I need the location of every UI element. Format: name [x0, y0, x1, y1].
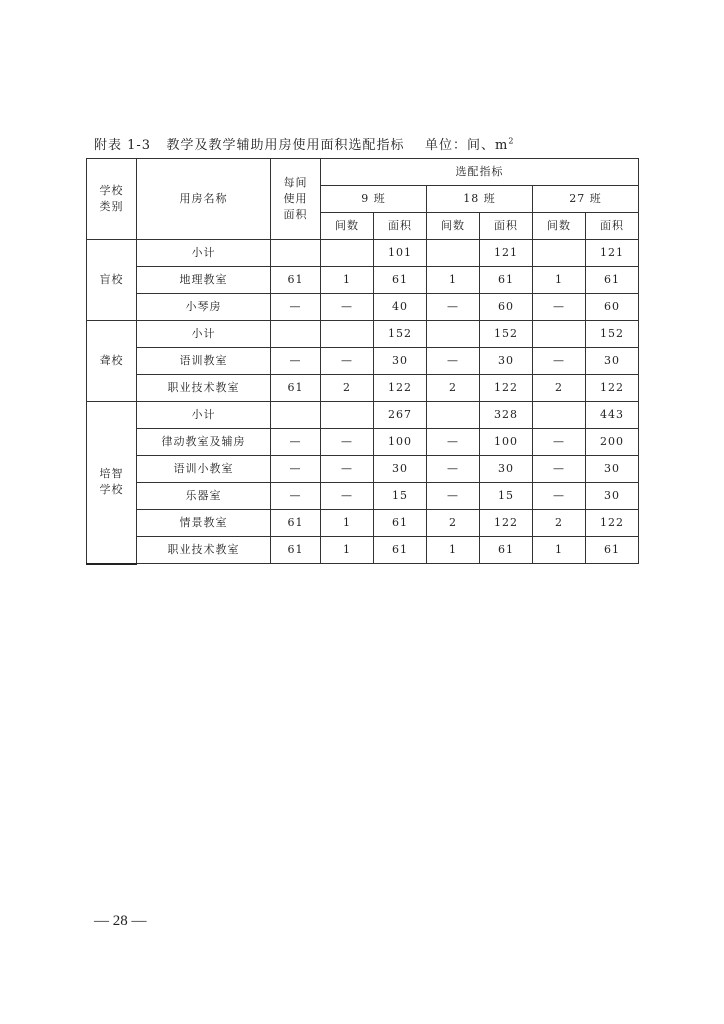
value-cell-a18: 328 [480, 402, 533, 429]
room-name-cell: 小计 [137, 240, 271, 267]
value-cell-c18: 2 [427, 510, 480, 537]
header-count-18: 间数 [427, 213, 480, 240]
table-row [87, 429, 639, 456]
value-cell-c18: 2 [427, 375, 480, 402]
value-cell-per: 61 [271, 537, 321, 564]
table-unit: 单位：间、m [425, 138, 509, 153]
table-title: 教学及教学辅助用房使用面积选配指标 [166, 138, 405, 153]
value-cell-a18: 30 [480, 456, 533, 483]
value-cell-a9: 61 [374, 267, 427, 294]
value-cell-per: — [271, 294, 321, 321]
value-cell-per: — [271, 483, 321, 510]
value-cell-a27: 30 [586, 483, 639, 510]
page-number: — 28 — [94, 913, 147, 929]
table-row [87, 402, 639, 429]
table-row [87, 375, 639, 402]
value-cell-a9: 122 [374, 375, 427, 402]
value-cell-c18: — [427, 429, 480, 456]
value-cell-c27: 2 [533, 510, 586, 537]
header-room-name: 用房名称 [137, 159, 271, 240]
room-name-cell: 职业技术教室 [137, 537, 271, 564]
unit-superscript: 2 [508, 136, 515, 146]
header-class-18: 18 班 [427, 186, 533, 213]
header-selection: 选配指标 [321, 159, 639, 186]
value-cell-a9: 100 [374, 429, 427, 456]
value-cell-per: 61 [271, 267, 321, 294]
value-cell-a27: 30 [586, 348, 639, 375]
school-type-label: 聋校 [99, 354, 124, 367]
room-name-cell: 地理教室 [137, 267, 271, 294]
table-row [87, 267, 639, 294]
value-cell-a27: 122 [586, 375, 639, 402]
value-cell-a9: 30 [374, 348, 427, 375]
value-cell-a9: 61 [374, 537, 427, 564]
value-cell-c18: 1 [427, 537, 480, 564]
value-cell-per: — [271, 348, 321, 375]
value-cell-a9: 15 [374, 483, 427, 510]
table-caption [94, 134, 514, 153]
header-class-9: 9 班 [321, 186, 427, 213]
value-cell-c27: — [533, 456, 586, 483]
value-cell-a18: 121 [480, 240, 533, 267]
value-cell-a9: 101 [374, 240, 427, 267]
table-row [87, 510, 639, 537]
table-row [87, 321, 639, 348]
value-cell-a18: 60 [480, 294, 533, 321]
value-cell-a18: 61 [480, 267, 533, 294]
value-cell-c18 [427, 402, 480, 429]
room-name-cell: 乐器室 [137, 483, 271, 510]
value-cell-c9: — [321, 483, 374, 510]
header-row-1 [87, 159, 639, 186]
room-name-cell: 职业技术教室 [137, 375, 271, 402]
room-name-cell: 小琴房 [137, 294, 271, 321]
value-cell-a18: 122 [480, 375, 533, 402]
value-cell-per [271, 402, 321, 429]
value-cell-a18: 30 [480, 348, 533, 375]
value-cell-c27 [533, 321, 586, 348]
value-cell-c27: 1 [533, 267, 586, 294]
value-cell-a18: 100 [480, 429, 533, 456]
school-type-label: 盲校 [99, 273, 124, 286]
value-cell-c9: 1 [321, 510, 374, 537]
value-cell-per: — [271, 429, 321, 456]
value-cell-per: 61 [271, 375, 321, 402]
room-name-cell: 小计 [137, 321, 271, 348]
value-cell-c18: — [427, 483, 480, 510]
header-count-9: 间数 [321, 213, 374, 240]
header-school-type [87, 159, 137, 240]
value-cell-c27: — [533, 429, 586, 456]
table-row [87, 537, 639, 564]
value-cell-a27: 122 [586, 510, 639, 537]
value-cell-a9: 152 [374, 321, 427, 348]
value-cell-a27: 121 [586, 240, 639, 267]
header-area-18: 面积 [480, 213, 533, 240]
value-cell-a27: 60 [586, 294, 639, 321]
room-name-cell: 律动教室及辅房 [137, 429, 271, 456]
value-cell-a9: 61 [374, 510, 427, 537]
value-cell-c27 [533, 402, 586, 429]
room-name-cell: 语训小教室 [137, 456, 271, 483]
value-cell-c9 [321, 240, 374, 267]
table-row [87, 483, 639, 510]
value-cell-a27: 200 [586, 429, 639, 456]
value-cell-c27: — [533, 348, 586, 375]
value-cell-a18: 152 [480, 321, 533, 348]
value-cell-a27: 30 [586, 456, 639, 483]
value-cell-c27: 1 [533, 537, 586, 564]
value-cell-c9: — [321, 294, 374, 321]
value-cell-a18: 122 [480, 510, 533, 537]
value-cell-c18: — [427, 348, 480, 375]
header-school-type-label: 学校类别 [99, 184, 124, 213]
value-cell-a27: 61 [586, 537, 639, 564]
value-cell-c18: 1 [427, 267, 480, 294]
value-cell-c9: 2 [321, 375, 374, 402]
value-cell-per [271, 321, 321, 348]
school-type-cell [87, 321, 137, 402]
value-cell-c9 [321, 321, 374, 348]
value-cell-c27: 2 [533, 375, 586, 402]
school-type-label: 培智学校 [99, 467, 124, 497]
value-cell-a9: 30 [374, 456, 427, 483]
table-row [87, 294, 639, 321]
header-area-9: 面积 [374, 213, 427, 240]
header-area-27: 面积 [586, 213, 639, 240]
value-cell-c18: — [427, 294, 480, 321]
header-per-room-area [271, 159, 321, 240]
value-cell-per [271, 240, 321, 267]
value-cell-c9: — [321, 429, 374, 456]
value-cell-c9: — [321, 348, 374, 375]
value-cell-c27: — [533, 294, 586, 321]
header-count-27: 间数 [533, 213, 586, 240]
table-row [87, 456, 639, 483]
school-type-cell [87, 240, 137, 321]
value-cell-c27: — [533, 483, 586, 510]
value-cell-c18 [427, 321, 480, 348]
header-per-room-area-label: 每间使用面积 [283, 176, 308, 221]
room-name-cell: 小计 [137, 402, 271, 429]
value-cell-a27: 61 [586, 267, 639, 294]
value-cell-per: 61 [271, 510, 321, 537]
table-number: 附表 1-3 [94, 138, 152, 153]
value-cell-a27: 152 [586, 321, 639, 348]
value-cell-per: — [271, 456, 321, 483]
area-indicator-table [86, 158, 639, 565]
room-name-cell: 语训教室 [137, 348, 271, 375]
table-row [87, 240, 639, 267]
value-cell-c27 [533, 240, 586, 267]
value-cell-c9 [321, 402, 374, 429]
value-cell-a18: 15 [480, 483, 533, 510]
value-cell-a9: 40 [374, 294, 427, 321]
value-cell-c9: 1 [321, 267, 374, 294]
value-cell-c18: — [427, 456, 480, 483]
value-cell-c9: 1 [321, 537, 374, 564]
room-name-cell: 情景教室 [137, 510, 271, 537]
value-cell-a18: 61 [480, 537, 533, 564]
table-row [87, 348, 639, 375]
value-cell-c9: — [321, 456, 374, 483]
school-type-cell [87, 402, 137, 564]
value-cell-a27: 443 [586, 402, 639, 429]
header-class-27: 27 班 [533, 186, 639, 213]
value-cell-a9: 267 [374, 402, 427, 429]
value-cell-c18 [427, 240, 480, 267]
